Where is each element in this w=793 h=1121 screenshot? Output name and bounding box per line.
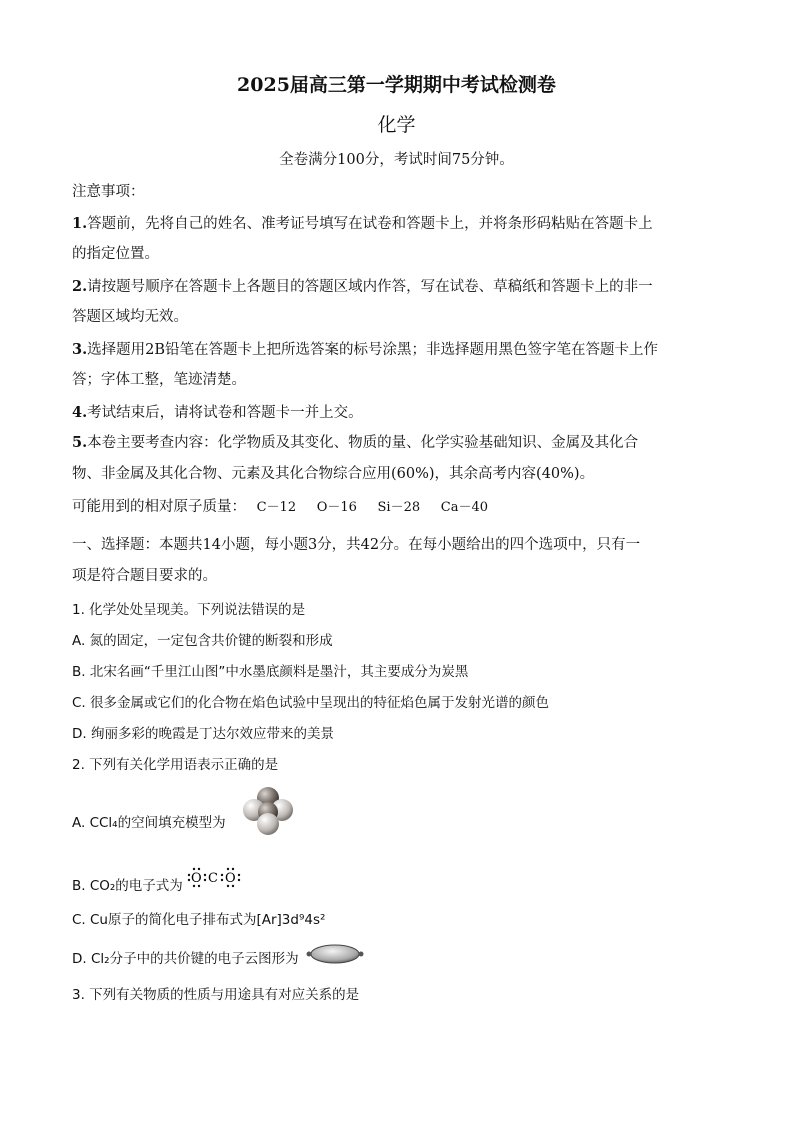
mass-c: C－12 [256,500,297,515]
exam-meta: 全卷满分100分，考试时间75分钟。 [279,152,514,168]
section-1-line-2: 项是符合题目要求的。 [72,568,217,584]
question-2-option-b: B. CO₂的电子式为 [72,878,183,894]
notice-item-2-cont: 答题区域均无效。 [72,309,188,325]
notice-text: 选择题用2B铅笔在答题卡上把所选答案的标号涂黑；非选择题用黑色签字笔在答题卡上作 [87,342,659,358]
svg-text:O: O [191,871,202,886]
notice-num: 4. [72,404,88,421]
mass-si: Si－28 [377,500,421,515]
question-1-option-b: B. 北宋名画“千里江山图”中水墨底颜料是墨汁，其主要成分为炭黑 [72,664,469,680]
notice-text: 考试结束后，请将试卷和答题卡一并上交。 [87,405,363,421]
question-1-option-d: D. 绚丽多彩的晚霞是丁达尔效应带来的美景 [72,726,334,742]
question-1-stem: 1. 化学处处呈现美。下列说法错误的是 [72,602,306,618]
exam-title: 2025届高三第一学期期中考试检测卷 [237,74,556,96]
notice-text: 本卷主要考查内容：化学物质及其变化、物质的量、化学实验基础知识、金属及其化合 [87,435,639,451]
mass-o: O－16 [316,500,357,515]
notice-item-2 [72,275,653,296]
notice-num: 5. [72,434,88,451]
notice-item-3 [72,338,658,359]
co2-lewis-structure [186,866,242,888]
atomic-masses [72,495,498,516]
notice-item-4 [72,401,363,422]
notice-item-5 [72,431,638,452]
notice-item-5-cont: 物、非金属及其化合物、元素及其化合物综合应用(60%)，其余高考内容(40%)。 [72,466,595,482]
notice-item-1-cont: 的指定位置。 [72,246,159,262]
notice-heading: 注意事项： [72,184,145,200]
notice-text: 请按题号顺序在答题卡上各题目的答题区域内作答，写在试卷、草稿纸和答题卡上的非一 [87,279,653,295]
question-3-stem: 3. 下列有关物质的性质与用途具有对应关系的是 [72,987,360,1003]
question-2-option-a: A. CCl₄的空间填充模型为 [72,815,226,831]
svg-text:C: C [208,871,218,886]
notice-num: 2. [72,278,88,295]
mass-ca: Ca－40 [440,500,488,515]
notice-num: 3. [72,341,88,358]
sigma-bond-electron-cloud-icon [306,943,364,965]
svg-text:O: O [225,871,236,886]
notice-item-3-cont: 答；字体工整，笔迹清楚。 [72,372,246,388]
question-1-option-a: A. 氮的固定，一定包含共价键的断裂和形成 [72,633,333,649]
section-1-line-1: 一、选择题：本题共14小题，每小题3分，共42分。在每小题给出的四个选项中，只有一 [72,537,641,553]
atomic-masses-label: 可能用到的相对原子质量： [72,499,246,515]
question-2-option-c: C. Cu原子的简化电子排布式为[Ar]3d⁹4s² [72,912,326,928]
question-2-option-d: D. Cl₂分子中的共价键的电子云图形为 [72,951,299,967]
notice-num: 1. [72,215,88,232]
exam-subject: 化学 [377,114,416,136]
notice-item-1 [72,212,653,233]
ccl4-space-filling-model-icon [240,786,296,836]
question-2-stem: 2. 下列有关化学用语表示正确的是 [72,757,279,773]
question-1-option-c: C. 很多金属或它们的化合物在焰色试验中呈现出的特征焰色属于发射光谱的颜色 [72,695,550,711]
notice-text: 答题前，先将自己的姓名、准考证号填写在试卷和答题卡上，并将条形码粘贴在答题卡上 [87,216,653,232]
